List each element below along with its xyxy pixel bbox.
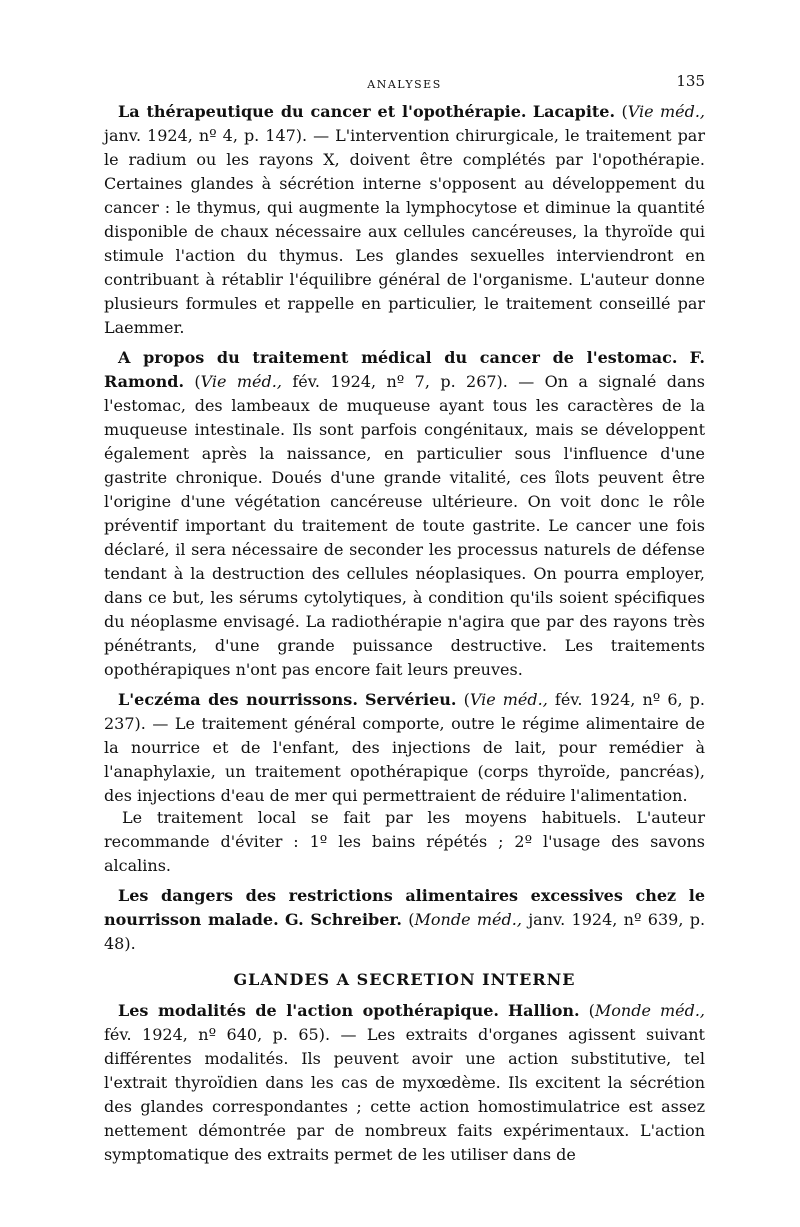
journal-source: Vie méd., [200, 372, 282, 391]
citation-details: janv. 1924, nº 639, p. 48). [104, 910, 706, 953]
entry-title: L'eczéma des nourrissons. [118, 690, 358, 709]
abstract-entry [104, 999, 705, 1167]
entry-body: — Le traitement général comporte, outre le régime alimentaire de la nourrice et de l'enfant, des injections de lait, pour remédier à l'anaphylaxie, un traitement opothérapique (corps thyroïde, pancréas), des injections d'eau de mer qui permettraient de réduire l'alimentation. [104, 714, 705, 805]
entry-author: Servérieu. [364, 690, 457, 709]
citation-open: ( [588, 1001, 595, 1020]
entry-title: La thérapeutique du cancer et l'opothérapie. [118, 102, 527, 121]
journal-source: Vie méd., [627, 102, 706, 121]
citation-details: fév. 1924, nº 7, p. 267). [292, 372, 508, 391]
abstract-entry [104, 884, 705, 956]
entry-author: Hallion. [508, 1001, 580, 1020]
citation-open: ( [621, 102, 628, 121]
journal-source: Vie méd., [469, 690, 548, 709]
abstract-entry [104, 100, 705, 340]
journal-source: Monde méd., [414, 910, 522, 929]
entry-body: — L'intervention chirurgicale, le traitement par le radium ou les rayons X, doivent être complétés par l'opothérapie. Certaines glandes à sécrétion interne s'opposent au développement du cancer : le thymus, qui augmente la lymphocytose et diminue la quantité disponible de chaux nécessaire aux cellules cancéreuses, la thyroïde qui stimule l'action du thymus. Les glandes sexuelles interviendront en contribuant à rétablir l'équilibre général de l'organisme. L'auteur donne plusieurs formules et rappelle en particulier, le traitement conseillé par Laemmer. [104, 126, 705, 337]
entry-title: Les dangers des restrictions alimentaires excessives chez le nourrisson malade. [104, 886, 705, 929]
entry-title: Les modalités de l'action opothérapique. [118, 1001, 499, 1020]
entry-author: G. Schreiber. [284, 910, 402, 929]
citation-open: ( [463, 690, 470, 709]
running-head [104, 70, 705, 100]
citation-details: janv. 1924, nº 4, p. 147). [104, 126, 308, 145]
citation-details: fév. 1924, nº 6, p. 237). [104, 690, 706, 733]
page-number: 135 [676, 72, 705, 90]
entry-author: Lacapite. [532, 102, 616, 121]
entry-body: — Les extraits d'organes agissent suivant différentes modalités. Ils peuvent avoir une action substitutive, tel l'extrait thyroïdien dans les cas de myxœdème. Ils excitent la sécrétion des glandes correspondantes ; cette action homostimulatrice est assez nettement démontrée par de nombreux faits expérimentaux. L'action symptomatique des extraits permet de les utiliser dans de [104, 1025, 705, 1164]
entry-body-continuation: Le traitement local se fait par les moyens habituels. L'auteur recommande d'éviter : 1º les bains répétés ; 2º l'usage des savons alcalins. [104, 808, 705, 875]
entry-body: — On a signalé dans l'estomac, des lambeaux de muqueuse ayant tous les caractères de la muqueuse intestinale. Ils sont parfois congénitaux, mais se développent également après la naissance, en particulier sous l'influence d'une gastrite chronique. Doués d'une grande vitalité, ces îlots peuvent être l'origine d'une végétation cancéreuse ultérieure. On voit donc le rôle préventif important du traitement de toute gastrite. Le cancer une fois déclaré, il sera nécessaire de seconder les processus naturels de défense tendant à la destruction des cellules néoplasiques. On pourra employer, dans ce but, les sérums cytolytiques, à condition qu'ils soient spécifiques du néoplasme envisagé. La radiothérapie n'agira que par des rayons très pénétrants, d'une grande puissance destructive. Les traitements opothérapiques n'ont pas encore fait leurs preuves. [104, 372, 706, 679]
abstract-entry [104, 346, 705, 682]
journal-source: Monde méd., [594, 1001, 706, 1020]
entry-author: F. Ramond. [104, 348, 705, 391]
citation-open: ( [408, 910, 415, 929]
section-heading: GLANDES A SECRETION INTERNE [233, 970, 576, 989]
citation-details: fév. 1924, nº 640, p. 65). [104, 1025, 331, 1044]
running-title: ANALYSES [367, 78, 442, 91]
abstract-entry [104, 688, 705, 808]
citation-open: ( [194, 372, 201, 391]
entry-title: A propos du traitement médical du cancer de l'estomac. [118, 348, 678, 367]
